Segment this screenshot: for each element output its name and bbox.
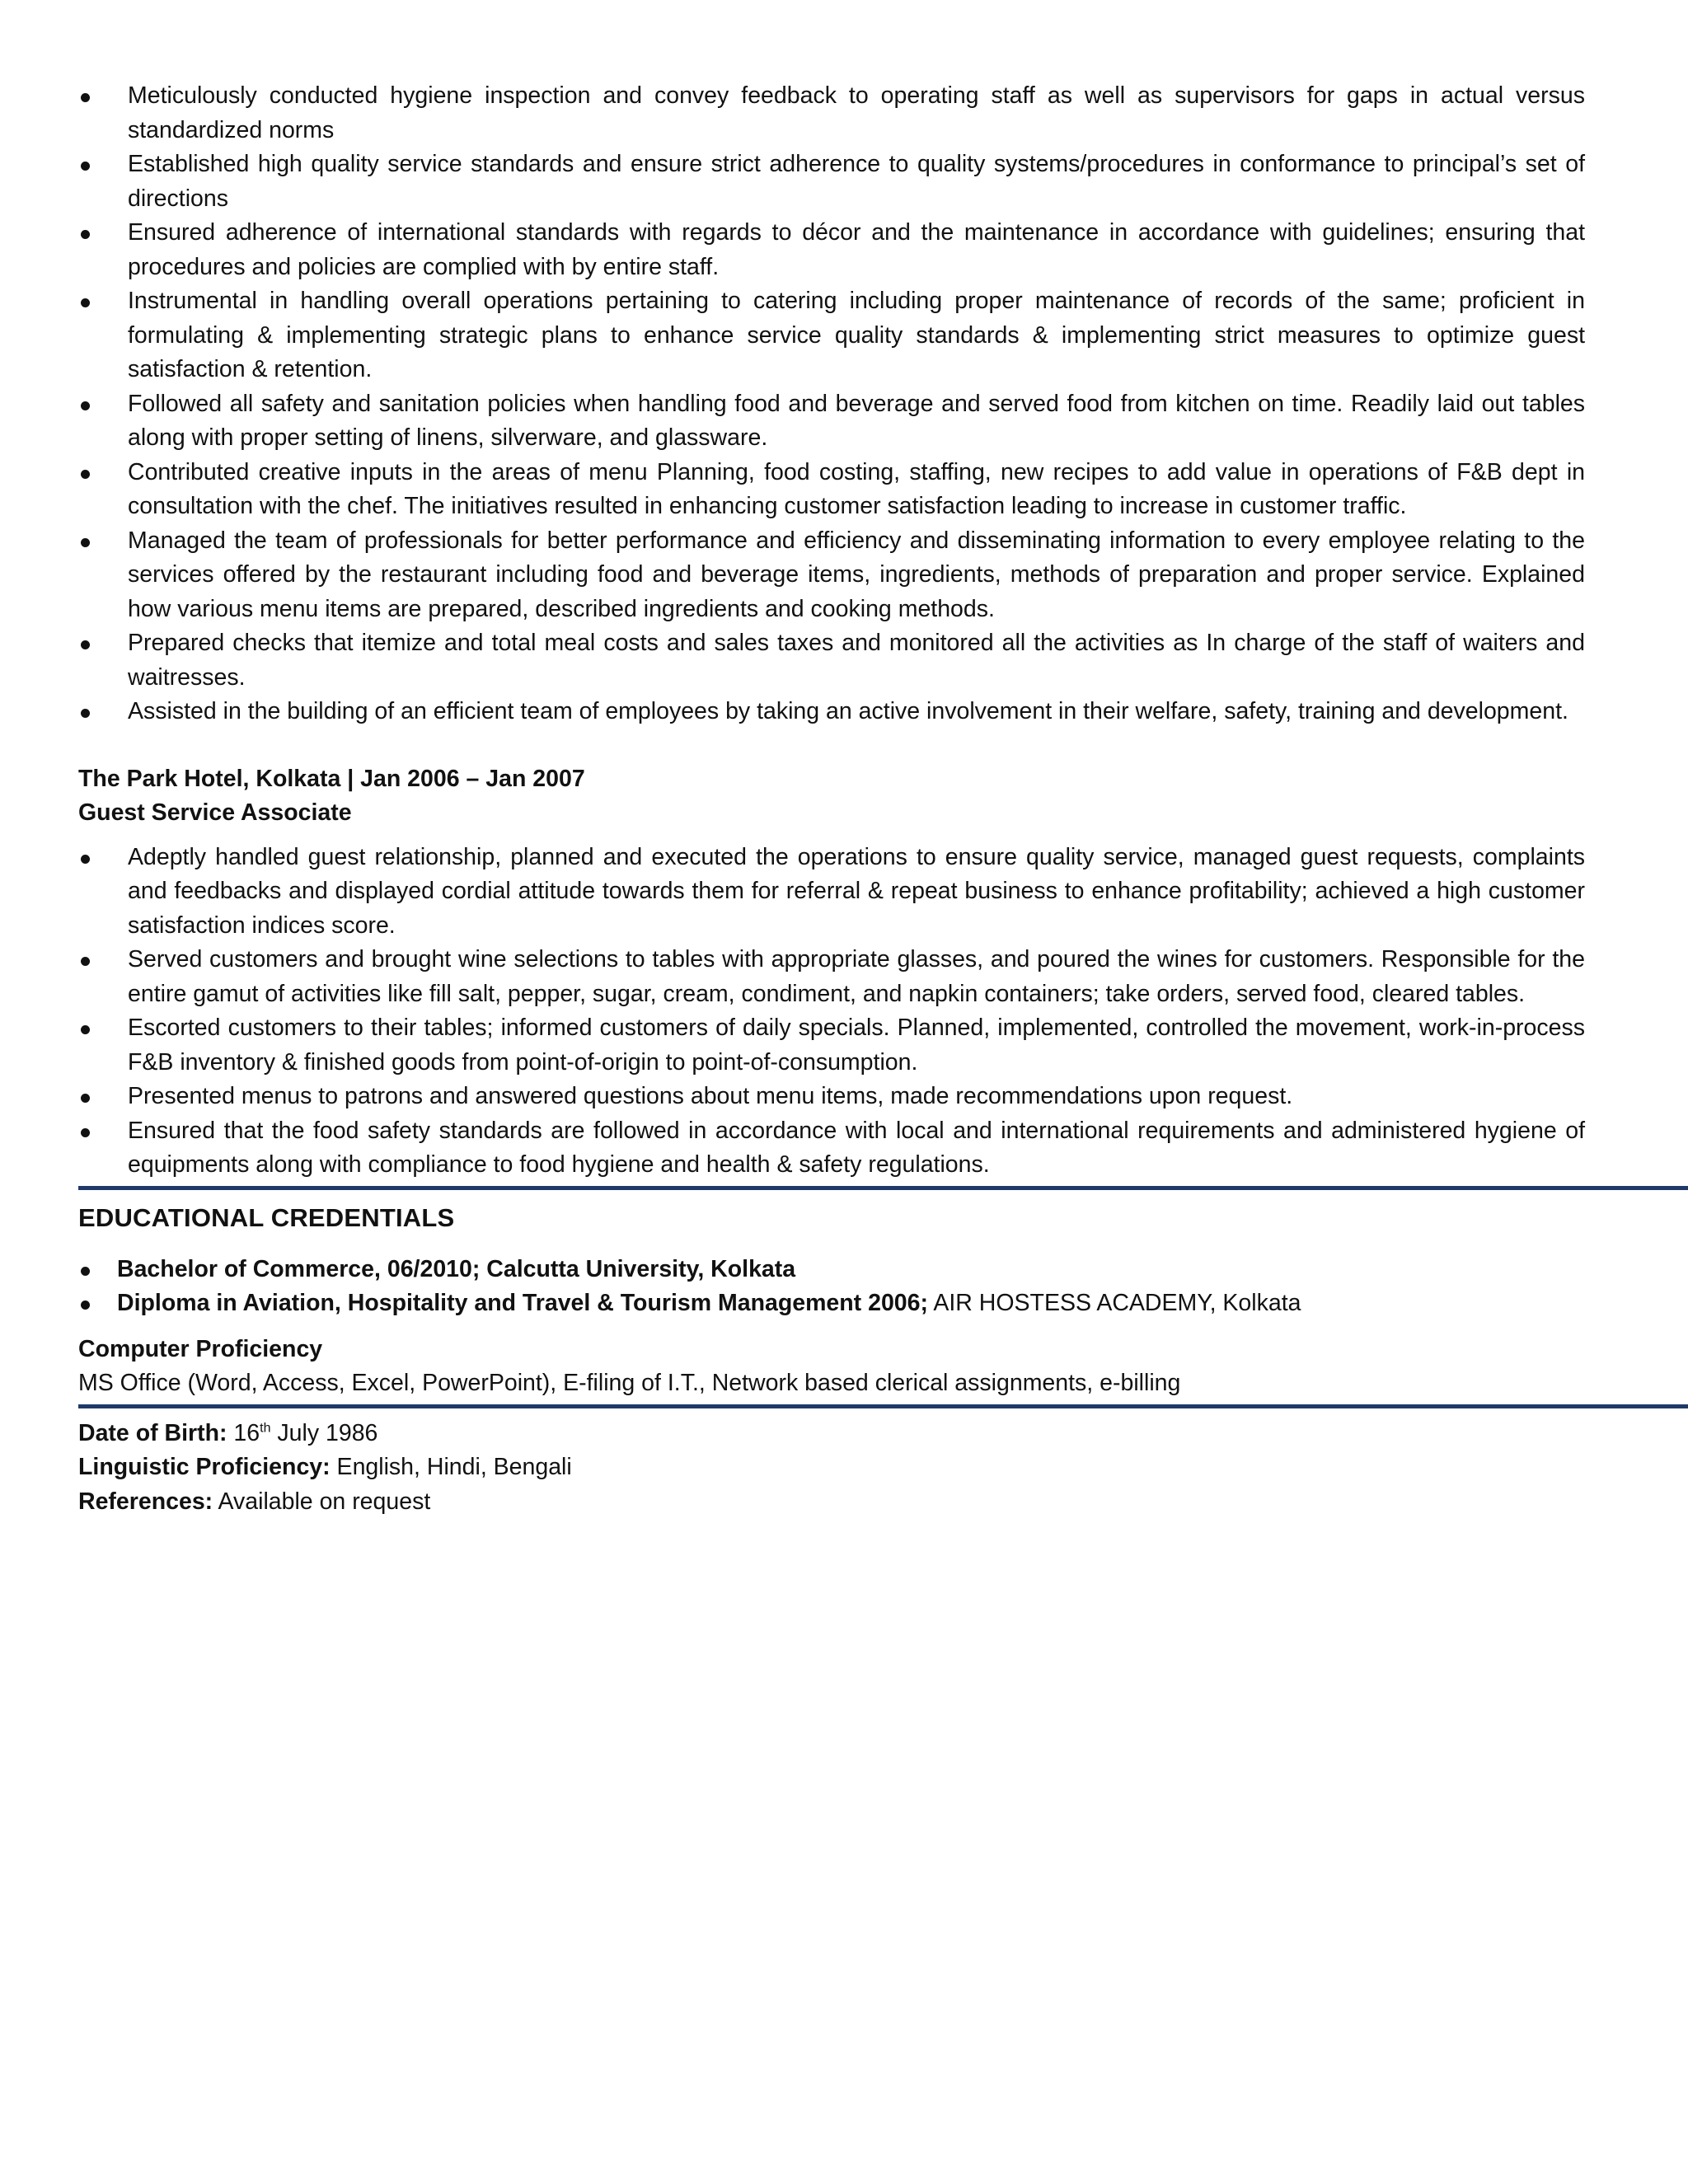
bullet-icon [81,1128,90,1137]
list-item: Ensured that the food safety standards are followed in accordance with local and international requirements and administered hygiene of equipments along with compliance to food hygiene and health & safety regulations. [78,1114,1585,1183]
bullet-icon [81,230,90,239]
list-item: Meticulously conducted hygiene inspection and convey feedback to operating staff as well as supervisors for gaps in actual versus standardized norms [78,79,1585,148]
bullet-icon [81,470,90,479]
bullet-icon [81,401,90,410]
park-hotel-bullet-list [78,841,1585,1183]
previous-role-bullet-list [78,79,1585,729]
computer-proficiency-title: Computer Proficiency [78,1335,323,1362]
list-item: Prepared checks that itemize and total meal costs and sales taxes and monitored all the activities as In charge of the staff of waiters and waitresses. [78,626,1585,695]
bullet-icon [81,640,90,649]
list-item: Adeptly handled guest relationship, planned and executed the operations to ensure quality service, managed guest requests, complaints and feedbacks and displayed cordial attitude towards them for referral & repeat business to enhance profitability; achieved a high customer satisfaction indices score. [78,841,1585,944]
education-section-title: EDUCATIONAL CREDENTIALS [78,1202,455,1232]
bullet-icon [81,93,90,102]
list-item: Served customers and brought wine selections to tables with appropriate glasses, and poured the wines for customers. Responsible for the entire gamut of activities like fill salt, pepper, sugar, cream, condiment, and napkin containers; take orders, served food, cleared tables. [78,943,1585,1011]
list-item: Diploma in Aviation, Hospitality and Travel & Tourism Management 2006; AIR HOSTESS ACADEMY, Kolkata [78,1286,1585,1321]
job-title: Guest Service Associate [78,799,352,826]
bullet-icon [81,1267,90,1276]
references: References: Available on request [78,1488,431,1515]
job-heading: The Park Hotel, Kolkata | Jan 2006 – Jan 2007 [78,765,585,792]
bullet-icon [81,957,90,966]
linguistic-proficiency: Linguistic Proficiency: English, Hindi, Bengali [78,1454,572,1480]
bullet-icon [81,1301,90,1310]
list-item: Contributed creative inputs in the areas of menu Planning, food costing, staffing, new recipes to add value in operations of F&B dept in consultation with the chef. The initiatives resulted in enhancing customer satisfaction leading to increase in customer traffic. [78,456,1585,524]
bullet-icon [81,1025,90,1034]
resume-content [78,79,1585,1519]
bullet-icon [81,709,90,718]
list-item: Assisted in the building of an efficient team of employees by taking an active involvement in their welfare, safety, training and development. [78,695,1585,729]
list-item: Ensured adherence of international standards with regards to décor and the maintenance in accordance with guidelines; ensuring that procedures and policies are complied with by entire staff. [78,216,1585,284]
list-item: Bachelor of Commerce, 06/2010; Calcutta University, Kolkata [78,1253,1585,1287]
list-item: Instrumental in handling overall operations pertaining to catering including proper maintenance of records of the same; proficient in formulating & implementing strategic plans to enhance service quality standards & implementing strict measures to optimize guest satisfaction & retention. [78,284,1585,387]
computer-proficiency-text: MS Office (Word, Access, Excel, PowerPoint), E-filing of I.T., Network based clerical assignments, e-billing [78,1370,1181,1396]
list-item: Followed all safety and sanitation policies when handling food and beverage and served food from kitchen on time. Readily laid out tables along with proper setting of linens, silverware, and glassware. [78,387,1585,456]
list-item: Escorted customers to their tables; informed customers of daily specials. Planned, implemented, controlled the movement, work-in-process F&B inventory & finished goods from point-of-origin to point-of-consumption. [78,1011,1585,1080]
bullet-icon [81,1094,90,1103]
bullet-icon [81,162,90,171]
education-list [78,1253,1585,1321]
list-item: Established high quality service standards and ensure strict adherence to quality systems/procedures in conformance to principal’s set of directions [78,148,1585,216]
bullet-icon [81,298,90,307]
list-item: Managed the team of professionals for better performance and efficiency and disseminating information to every employee relating to the services offered by the restaurant including food and beverage items, ingredients, methods of preparation and proper service. Explained how various menu items are prepared, described ingredients and cooking methods. [78,524,1585,627]
bullet-icon [81,855,90,864]
bullet-icon [81,538,90,547]
list-item: Presented menus to patrons and answered questions about menu items, made recommendations upon request. [78,1080,1585,1114]
date-of-birth: Date of Birth: 16th July 1986 [78,1419,378,1446]
